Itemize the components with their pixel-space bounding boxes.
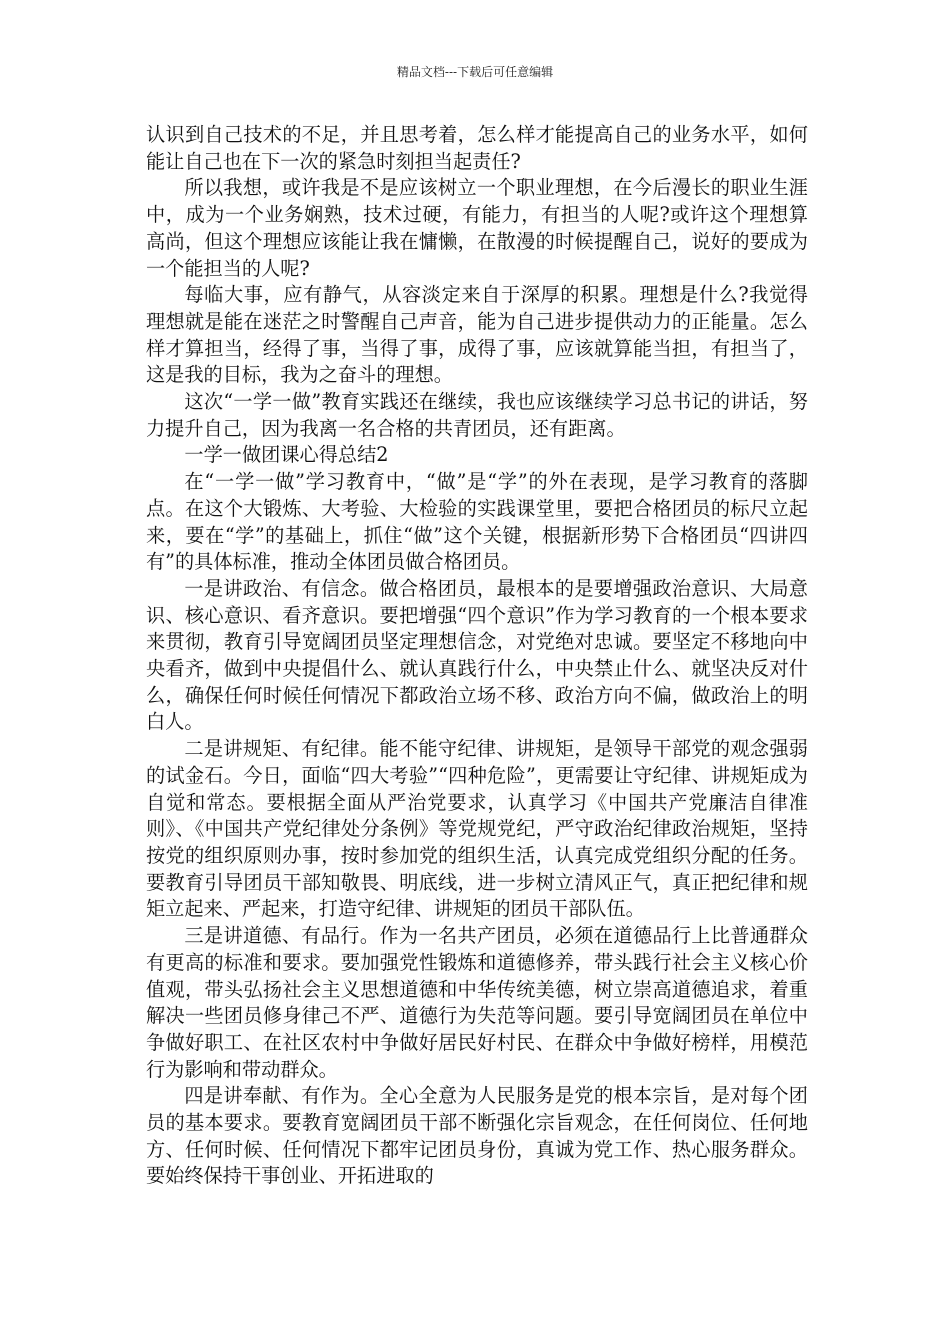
paragraph: 每临大事，应有静气，从容淡定来自于深厚的积累。理想是什么?我觉得理想就是能在迷茫之时警醒自己声音，能为自己进步提供动力的正能量。怎么样才算担当，经得了事，当得了事，成得了事，应该就算能当担，有担当了，这是我的目标，我为之奋斗的理想。: [146, 283, 808, 387]
paragraph: 三是讲道德、有品行。作为一名共产团员，必须在道德品行上比普通群众有更高的标准和要求。要加强党性锻炼和道德修养，带头践行社会主义核心价值观，带头弘扬社会主义思想道德和中华传统美德，树立崇高道德追求，着重解决一些团员修身律己不严、道德行为失范等问题。要引导宽阔团员在单位中争做好职工、在社区农村中争做好居民好村民、在群众中争做好榜样，用模范行为影响和带动群众。: [146, 924, 808, 1081]
paragraph: 所以我想，或许我是不是应该树立一个职业理想，在今后漫长的职业生涯中，成为一个业务娴熟，技术过硬，有能力，有担当的人呢?或许这个理想算高尚，但这个理想应该能让我在慵懒，在散漫的时候提醒自己，说好的要成为一个能担当的人呢?: [146, 176, 808, 280]
paragraph: 在“一学一做”学习教育中，“做”是“学”的外在表现，是学习教育的落脚点。在这个大锻炼、大考验、大检验的实践课堂里，要把合格团员的标尺立起来，要在“学”的基础上，抓住“做”这个关键，根据新形势下合格团员“四讲四有”的具体标准，推动全体团员做合格团员。: [146, 470, 808, 574]
page-header: 精品文档---下载后可任意编辑: [396, 65, 554, 79]
document-body: [146, 122, 808, 1190]
paragraph: 这次“一学一做”教育实践还在继续，我也应该继续学习总书记的讲话，努力提升自己，因为我离一名合格的共青团员，还有距离。: [146, 390, 808, 440]
paragraph: 二是讲规矩、有纪律。能不能守纪律、讲规矩，是领导干部党的观念强弱的试金石。今日，面临“四大考验”“四种危险”，更需要让守纪律、讲规矩成为自觉和常态。要根据全面从严治党要求，认真学习《中国共产党廉洁自律准则》、《中国共产党纪律处分条例》等党规党纪，严守政治纪律政治规矩，坚持按党的组织原则办事，按时参加党的组织生活，认真完成党组织分配的任务。要教育引导团员干部知敬畏、明底线，进一步树立清风正气，真正把纪律和规矩立起来、严起来，打造守纪律、讲规矩的团员干部队伍。: [146, 737, 808, 921]
paragraph: 认识到自己技术的不足，并且思考着，怎么样才能提高自己的业务水平，如何能让自己也在下一次的紧急时刻担当起责任?: [146, 123, 808, 173]
paragraph: 四是讲奉献、有作为。全心全意为人民服务是党的根本宗旨，是对每个团员的基本要求。要教育宽阔团员干部不断强化宗旨观念，在任何岗位、任何地方、任何时候、任何情况下都牢记团员身份，真诚为党工作、热心服务群众。要始终保持干事创业、开拓进取的: [146, 1084, 808, 1188]
section-title: 一学一做团课心得总结2: [184, 443, 389, 467]
paragraph: 一是讲政治、有信念。做合格团员，最根本的是要增强政治意识、大局意识、核心意识、看齐意识。要把增强“四个意识”作为学习教育的一个根本要求来贯彻，教育引导宽阔团员坚定理想信念，对党绝对忠诚。要坚定不移地向中央看齐，做到中央提倡什么、就认真践行什么，中央禁止什么、就坚决反对什么，确保任何时候任何情况下都政治立场不移、政治方向不偏，做政治上的明白人。: [146, 576, 808, 734]
